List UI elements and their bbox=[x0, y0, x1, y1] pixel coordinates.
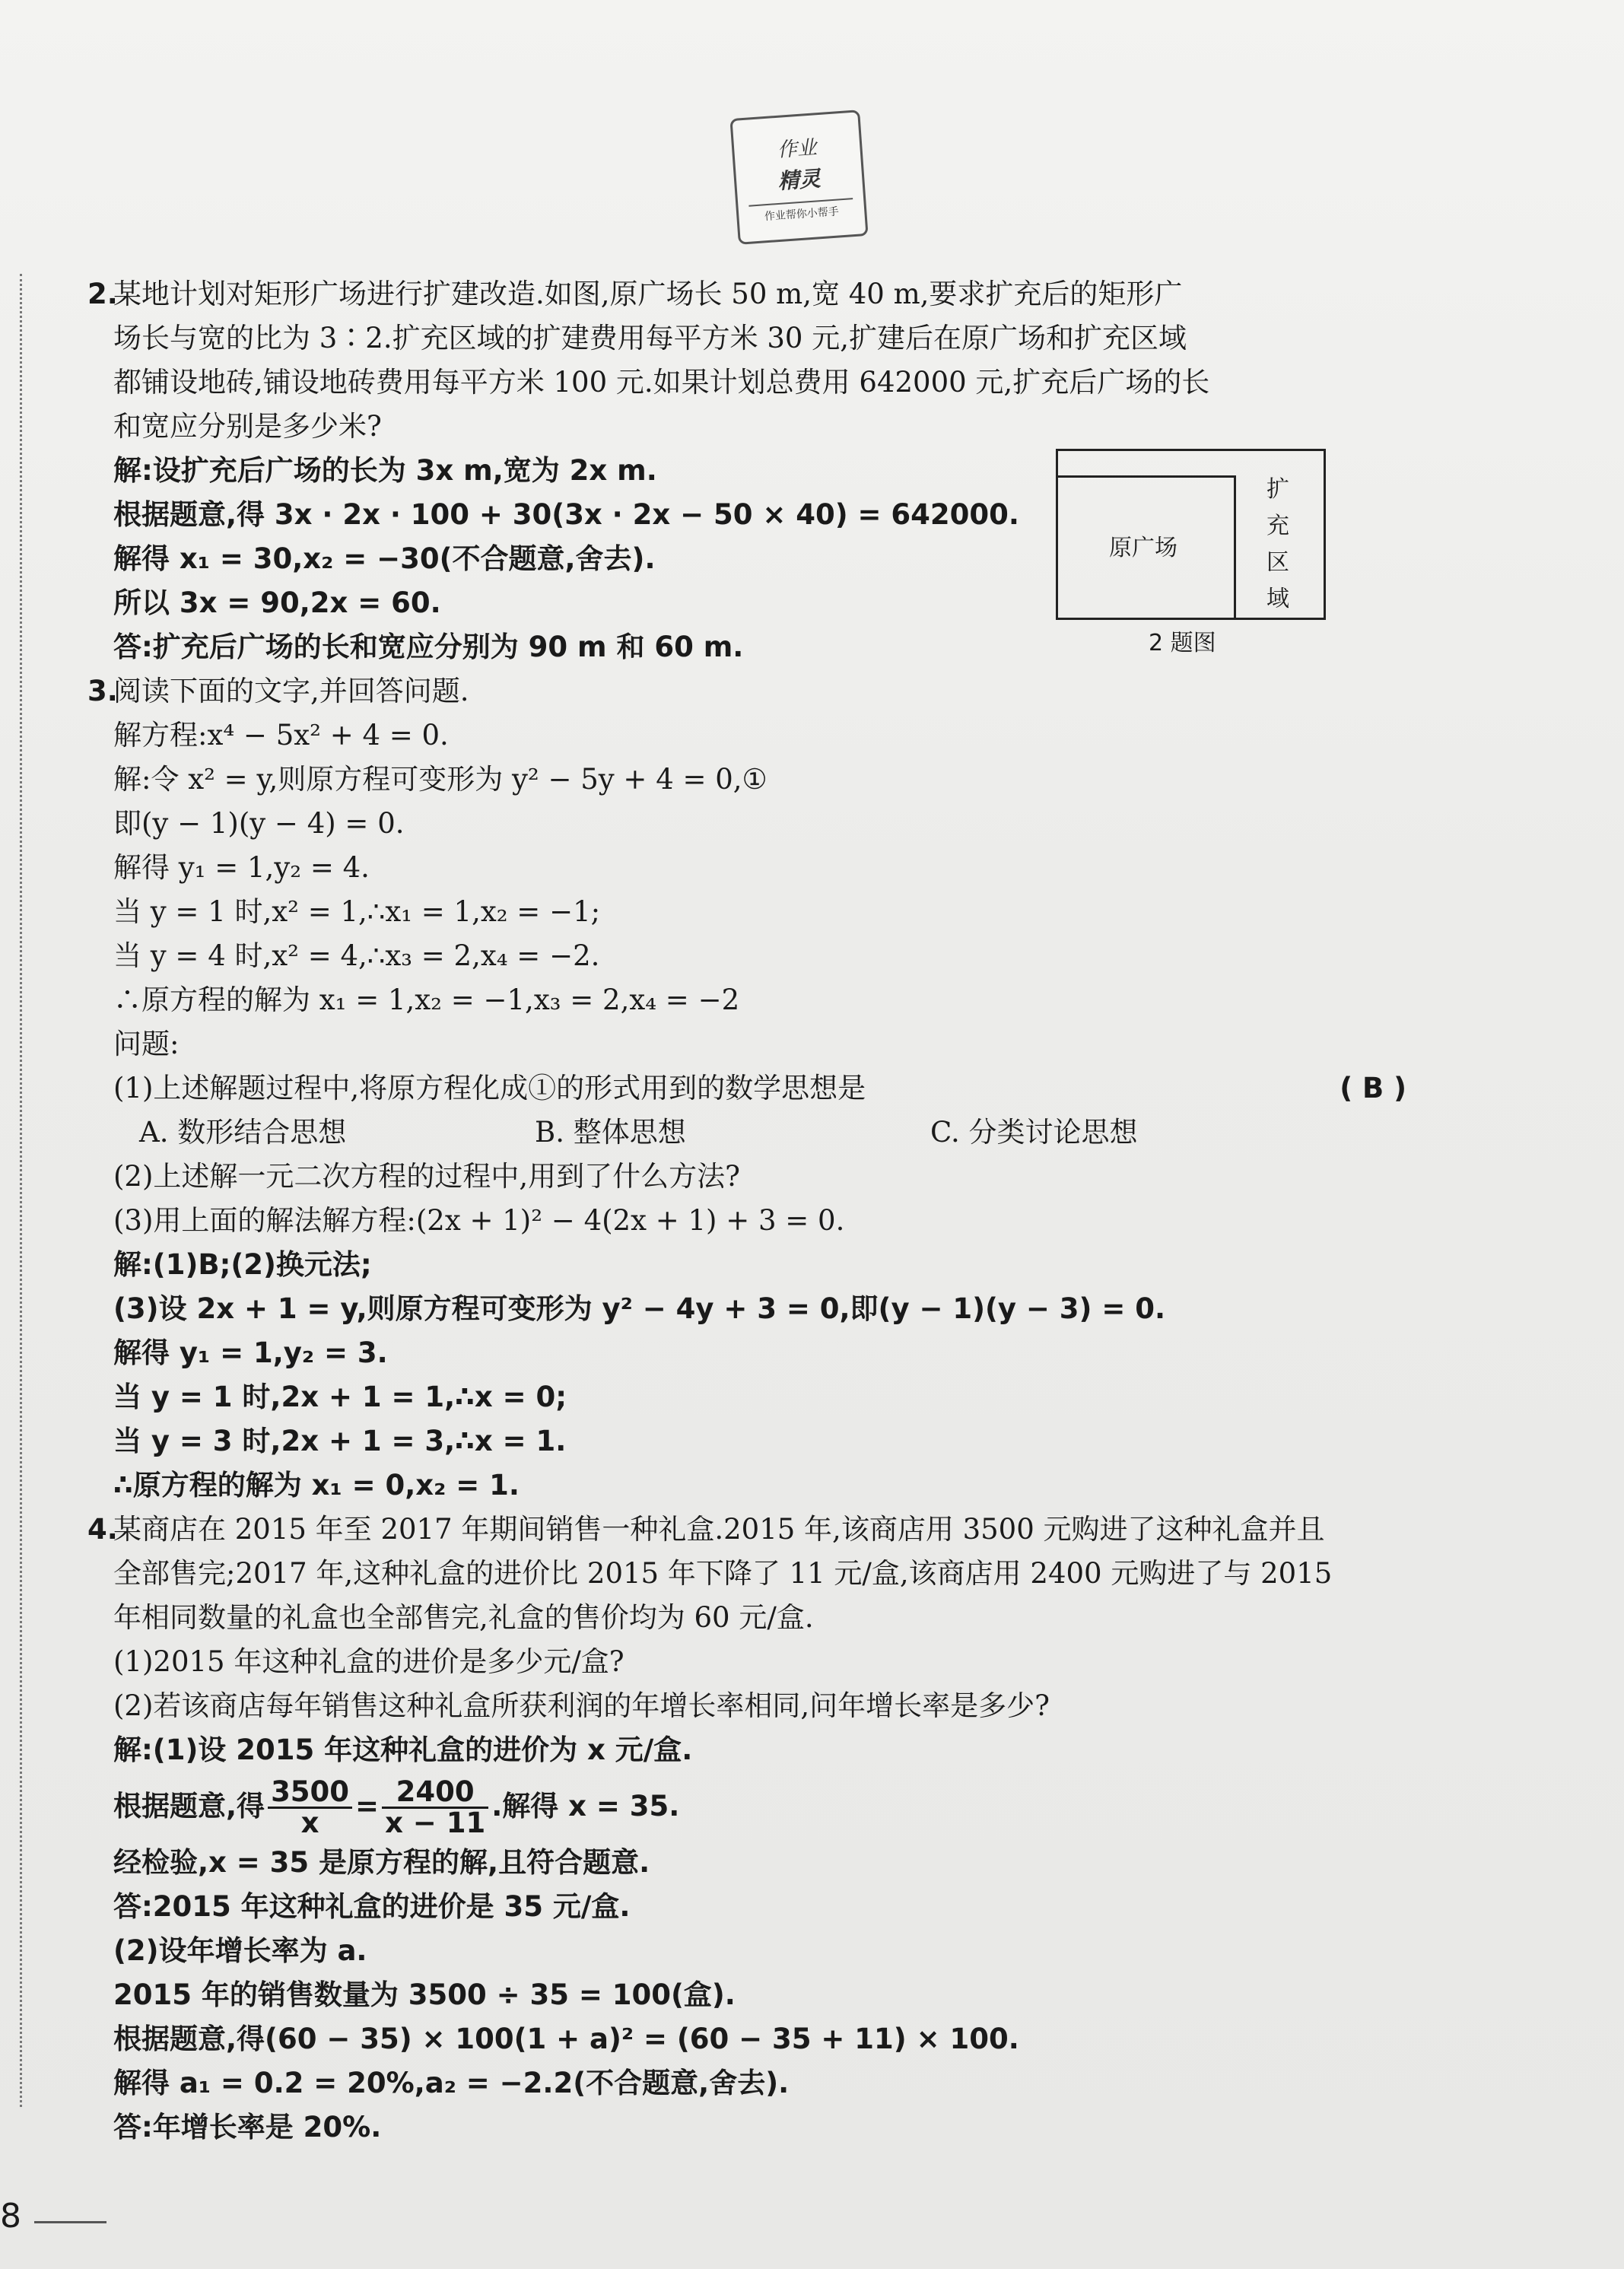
stamp-line-2: 精灵 bbox=[777, 166, 822, 194]
q4-solution-line: 解得 a₁ = 0.2 = 20%,a₂ = −2.2(不合题意,舍去). bbox=[113, 2067, 790, 2099]
q2-solution-line: 解:设扩充后广场的长为 3x m,宽为 2x m. bbox=[113, 454, 657, 487]
q3-text-line: 当 y = 1 时,x² = 1,∴x₁ = 1,x₂ = −1; bbox=[113, 895, 601, 928]
q3-part-1-answer: ( B ) bbox=[1340, 1072, 1406, 1104]
q3-text-line: 解方程:x⁴ − 5x² + 4 = 0. bbox=[113, 719, 449, 752]
original-plaza-label: 原广场 bbox=[1109, 535, 1177, 561]
q3-solution-line: (3)设 2x + 1 = y,则原方程可变形为 y² − 4y + 3 = 0,即(y − 1)(y − 3) = 0. bbox=[113, 1292, 1166, 1325]
q3-part-1: (1)上述解题过程中,将原方程化成①的形式用到的数学思想是 ( B ) bbox=[87, 1066, 1406, 1111]
q4-part-1: (1)2015 年这种礼盒的进价是多少元/盒? bbox=[113, 1645, 624, 1678]
q4-part-2: (2)若该商店每年销售这种礼盒所获利润的年增长率相同,问年增长率是多少? bbox=[113, 1689, 1050, 1722]
q3-solution-line: 当 y = 3 时,2x + 1 = 3,∴x = 1. bbox=[113, 1425, 567, 1457]
q4-text-line: 全部售完;2017 年,这种礼盒的进价比 2015 年下降了 11 元/盒,该商店用 2400 元购进了与 2015 bbox=[113, 1557, 1333, 1590]
choice-a: A. 数形结合思想 bbox=[139, 1116, 347, 1149]
page-number-rule bbox=[34, 2221, 106, 2223]
expansion-area-label: 扩 充 区 域 bbox=[1266, 476, 1289, 612]
q3-solution-line: ∴原方程的解为 x₁ = 0,x₂ = 1. bbox=[113, 1469, 520, 1502]
fraction-1: $\frac{3500}{x}$ bbox=[268, 1778, 352, 1838]
q4-solution-line: 2015 年的销售数量为 3500 ÷ 35 = 100(盒). bbox=[113, 1978, 736, 2011]
q2-text-line: 都铺设地砖,铺设地砖费用每平方米 100 元.如果计划总费用 642000 元,扩充后广场的长 bbox=[113, 366, 1210, 399]
q3-text-line: 问题: bbox=[113, 1028, 180, 1060]
q2-solution-line: 答:扩充后广场的长和宽应分别为 90 m 和 60 m. bbox=[113, 631, 744, 663]
q3-solution-line: 解得 y₁ = 1,y₂ = 3. bbox=[113, 1336, 388, 1369]
question-4 bbox=[87, 1508, 1403, 2150]
q2-solution-line: 所以 3x = 90,2x = 60. bbox=[113, 586, 441, 619]
q4-text-line: 4.某商店在 2015 年至 2017 年期间销售一种礼盒.2015 年,该商店用 3500 元购进了这种礼盒并且 bbox=[87, 1508, 1403, 1552]
q4-text-line: 年相同数量的礼盒也全部售完,礼盒的售价均为 60 元/盒. bbox=[113, 1601, 814, 1634]
q2-solution-line: 根据题意,得 3x · 2x · 100 + 30(3x · 2x − 50 × 40) = 642000. bbox=[113, 498, 1019, 531]
q4-solution-line: 解:(1)设 2015 年这种礼盒的进价为 x 元/盒. bbox=[113, 1734, 693, 1766]
q3-part-2: (2)上述解一元二次方程的过程中,用到了什么方法? bbox=[113, 1160, 741, 1193]
q4-solution-line: 答:2015 年这种礼盒的进价是 35 元/盒. bbox=[113, 1890, 631, 1923]
q2-text-line: 和宽应分别是多少米? bbox=[113, 410, 382, 443]
stamp-line-3: 作业帮你小帮手 bbox=[748, 198, 853, 224]
q3-text-line: 解得 y₁ = 1,y₂ = 4. bbox=[113, 851, 370, 884]
q4-solution-line: 经检验,x = 35 是原方程的解,且符合题意. bbox=[113, 1846, 650, 1879]
stamp-line-1: 作业 bbox=[776, 136, 818, 162]
q3-solution-line: 解:(1)B;(2)换元法; bbox=[113, 1248, 372, 1281]
fraction-2: $\frac{2400}{x - 11}$ bbox=[382, 1778, 488, 1838]
q3-text-line: 当 y = 4 时,x² = 4,∴x₃ = 2,x₄ = −2. bbox=[113, 939, 600, 972]
q3-text-line: 即(y − 1)(y − 4) = 0. bbox=[113, 807, 405, 840]
q4-solution-line: 根据题意,得(60 − 35) × 100(1 + a)² = (60 − 35 + 11) × 100. bbox=[113, 2023, 1019, 2055]
question-3 bbox=[87, 669, 1406, 1508]
q4-number: 4. bbox=[87, 1513, 118, 1546]
q3-part-3: (3)用上面的解法解方程:(2x + 1)² − 4(2x + 1) + 3 = 0. bbox=[113, 1204, 845, 1237]
q2-text-line: 2.某地计划对矩形广场进行扩建改造.如图,原广场长 50 m,宽 40 m,要求扩充后的矩形广 bbox=[87, 272, 1403, 316]
q2-solution-line: 解得 x₁ = 30,x₂ = −30(不合题意,舍去). bbox=[113, 542, 656, 575]
q3-text-line: ∴原方程的解为 x₁ = 1,x₂ = −1,x₃ = 2,x₄ = −2 bbox=[113, 984, 740, 1016]
margin-dotted-line bbox=[20, 274, 22, 2107]
q3-text-line: 3.阅读下面的文字,并回答问题. bbox=[87, 669, 1403, 713]
q3-solution-line: 当 y = 1 时,2x + 1 = 1,∴x = 0; bbox=[113, 1381, 567, 1413]
q3-choices bbox=[87, 1111, 1403, 1155]
q2-text-line: 场长与宽的比为 3∶2.扩充区域的扩建费用每平方米 30 元,扩建后在原广场和扩充区域 bbox=[113, 322, 1187, 354]
page-number: 8 bbox=[0, 2197, 21, 2236]
q3-number: 3. bbox=[87, 675, 118, 707]
homework-stamp-logo bbox=[729, 110, 868, 245]
plaza-diagram bbox=[1056, 449, 1326, 624]
q2-number: 2. bbox=[87, 278, 118, 310]
q3-text-line: 解:令 x² = y,则原方程可变形为 y² − 5y + 4 = 0,① bbox=[113, 763, 768, 796]
q4-solution-line: (2)设年增长率为 a. bbox=[113, 1934, 367, 1967]
q4-solution-line: 答:年增长率是 20%. bbox=[113, 2111, 382, 2143]
figure-caption: 2 题图 bbox=[1149, 630, 1216, 656]
q4-fraction-equation: 根据题意,得 $\frac{3500}{x}$ = $\frac{2400}{x - 11}$ .解得 x = 35. bbox=[113, 1775, 680, 1839]
choice-c: C. 分类讨论思想 bbox=[930, 1116, 1138, 1149]
choice-b: B. 整体思想 bbox=[535, 1116, 686, 1149]
